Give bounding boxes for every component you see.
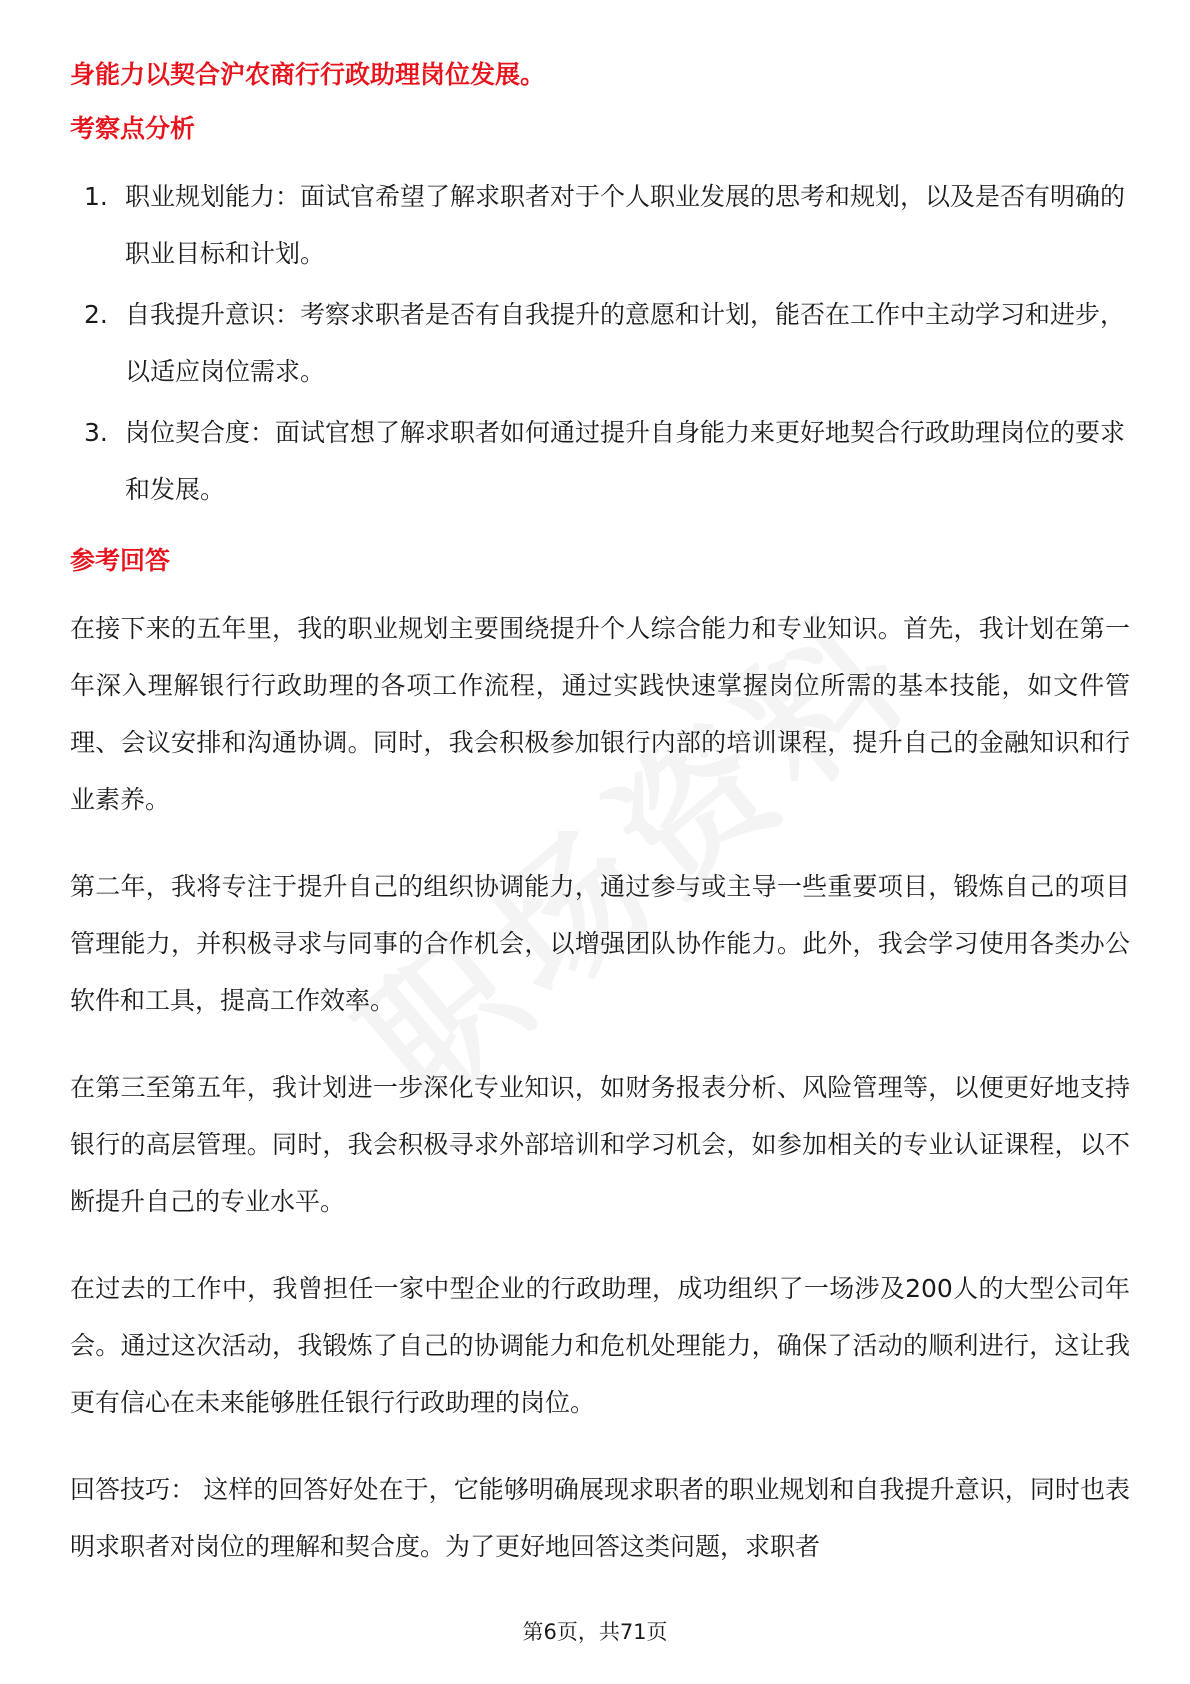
continued-heading-line: 身能力以契合沪农商行行政助理岗位发展。: [70, 60, 546, 89]
answer-paragraph: 第二年，我将专注于提升自己的组织协调能力，通过参与或主导一些重要项目，锻炼自己的项目管理能力，并积极寻求与同事的合作机会，以增强团队协作能力。此外，我会学习使用各类办公软件和工具，提高工作效率。: [70, 872, 1130, 1015]
analysis-item: [70, 404, 1130, 518]
answer-paragraph: 在接下来的五年里，我的职业规划主要围绕提升个人综合能力和专业知识。首先，我计划在第一年深入理解银行行政助理的各项工作流程，通过实践快速掌握岗位所需的基本技能，如文件管理、会议安排和沟通协调。同时，我会积极参加银行内部的培训课程，提升自己的金融知识和行业素养。: [70, 614, 1130, 814]
analysis-list: [70, 168, 1130, 518]
answer-paragraph: 在过去的工作中，我曾担任一家中型企业的行政助理，成功组织了一场涉及200人的大型公司年会。通过这次活动，我锻炼了自己的协调能力和危机处理能力，确保了活动的顺利进行，这让我更有信心在未来能够胜任银行行政助理的岗位。: [70, 1274, 1130, 1417]
answer-heading: 参考回答: [70, 546, 171, 575]
answer-paragraph: 在第三至第五年，我计划进一步深化专业知识，如财务报表分析、风险管理等，以便更好地支持银行的高层管理。同时，我会积极寻求外部培训和学习机会，如参加相关的专业认证课程，以不断提升自己的专业水平。: [70, 1073, 1130, 1216]
analysis-item-text: 职业规划能力：面试官希望了解求职者对于个人职业发展的思考和规划，以及是否有明确的职业目标和计划。: [125, 182, 1126, 268]
list-number: 2.: [84, 300, 108, 329]
analysis-item: [70, 168, 1130, 282]
analysis-item-text: 自我提升意识：考察求职者是否有自我提升的意愿和计划，能否在工作中主动学习和进步，以适应岗位需求。: [125, 300, 1126, 386]
analysis-item-text: 岗位契合度：面试官想了解求职者如何通过提升自身能力来更好地契合行政助理岗位的要求和发展。: [125, 418, 1126, 504]
list-number: 3.: [84, 418, 108, 447]
page-number-footer: 第6页，共71页: [522, 1620, 668, 1644]
page-content: [70, 58, 1130, 1605]
analysis-heading: 考察点分析: [70, 114, 196, 143]
analysis-item: [70, 286, 1130, 400]
list-number: 1.: [84, 182, 108, 211]
answer-section: [70, 544, 1130, 1575]
answer-tip-paragraph: 回答技巧： 这样的回答好处在于，它能够明确展现求职者的职业规划和自我提升意识，同时也表明求职者对岗位的理解和契合度。为了更好地回答这类问题，求职者: [70, 1475, 1130, 1561]
